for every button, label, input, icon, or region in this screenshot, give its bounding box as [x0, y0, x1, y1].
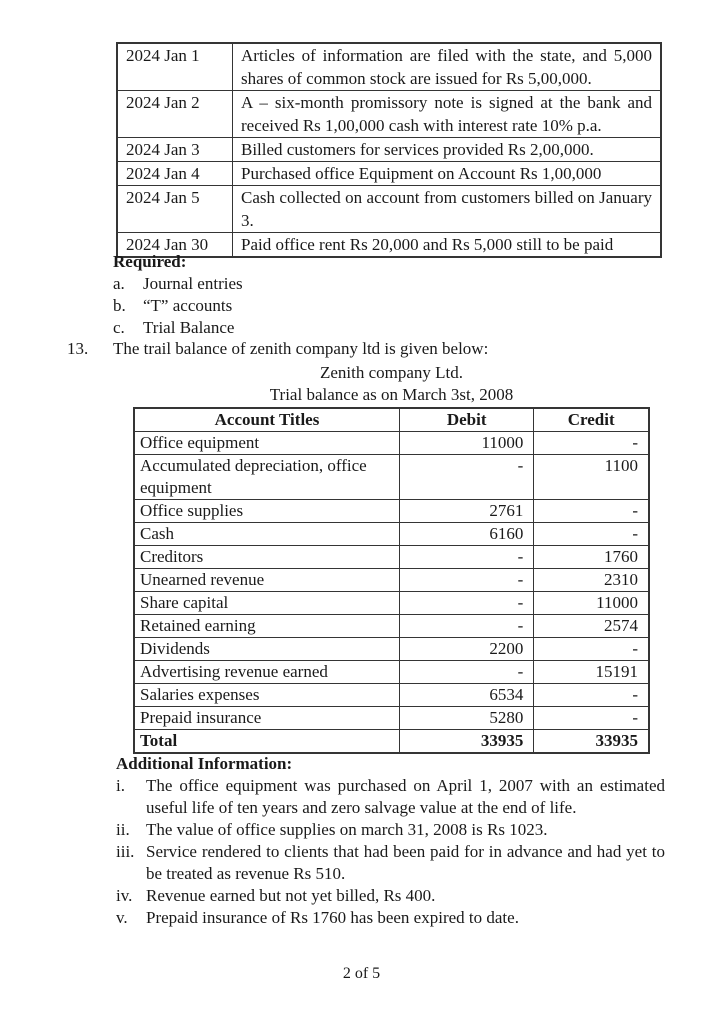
table-row: [117, 138, 661, 162]
company-title: Zenith company Ltd.: [319, 363, 464, 382]
debit-value: -: [399, 592, 533, 615]
transaction-description: Paid office rent Rs 20,000 and Rs 5,000 still to be paid: [233, 233, 662, 258]
transaction-description: Purchased office Equipment on Account Rs 1,00,000: [233, 162, 662, 186]
account-title: Creditors: [134, 546, 399, 569]
list-item: [116, 885, 665, 907]
debit-value: -: [399, 615, 533, 638]
list-marker: a.: [113, 274, 125, 293]
table-row: [134, 432, 649, 455]
question-text: The trail balance of zenith company ltd is given below:: [113, 339, 489, 358]
transaction-date: 2024 Jan 2: [117, 91, 233, 138]
account-title: Salaries expenses: [134, 684, 399, 707]
transaction-date: 2024 Jan 1: [117, 43, 233, 91]
transaction-description: Cash collected on account from customers billed on January 3.: [233, 186, 662, 233]
table-row: [117, 43, 661, 91]
question-13: [67, 338, 667, 360]
list-item-text: Service rendered to clients that had been paid for in advance and had yet to be treated as revenue Rs 510.: [146, 842, 665, 883]
list-item-text: The value of office supplies on march 31, 2008 is Rs 1023.: [146, 820, 548, 839]
account-title: Advertising revenue earned: [134, 661, 399, 684]
table-total-row: [134, 730, 649, 754]
credit-value: -: [534, 432, 649, 455]
debit-value: 5280: [399, 707, 533, 730]
table-row: [134, 592, 649, 615]
total-label: Total: [134, 730, 399, 754]
credit-value: -: [534, 523, 649, 546]
debit-value: 2761: [399, 500, 533, 523]
trial-balance-section: [133, 362, 650, 754]
table-row: [134, 546, 649, 569]
total-debit-value: 33935: [399, 730, 533, 754]
credit-value: 1760: [534, 546, 649, 569]
credit-value: -: [534, 500, 649, 523]
debit-value: -: [399, 455, 533, 500]
total-credit-value: 33935: [534, 730, 649, 754]
list-item: [116, 775, 665, 819]
debit-value: 11000: [399, 432, 533, 455]
additional-information-section: [116, 753, 665, 929]
account-title: Office equipment: [134, 432, 399, 455]
transaction-date: 2024 Jan 3: [117, 138, 233, 162]
list-item: [116, 841, 665, 885]
table-row: [134, 455, 649, 500]
list-marker: i.: [116, 776, 125, 795]
credit-value: 1100: [534, 455, 649, 500]
required-heading: Required:: [113, 252, 187, 271]
table-row: [134, 615, 649, 638]
column-header-debit: Debit: [399, 408, 533, 432]
list-item-text: “T” accounts: [143, 296, 233, 315]
list-item-text: Prepaid insurance of Rs 1760 has been expired to date.: [146, 908, 519, 927]
table-row: [134, 638, 649, 661]
account-title: Dividends: [134, 638, 399, 661]
debit-value: -: [399, 546, 533, 569]
list-item: [113, 273, 243, 295]
account-title: Prepaid insurance: [134, 707, 399, 730]
table-row: [117, 186, 661, 233]
debit-value: 6534: [399, 684, 533, 707]
table-row: [117, 162, 661, 186]
column-header-account: Account Titles: [134, 408, 399, 432]
account-title: Cash: [134, 523, 399, 546]
required-section: [113, 251, 243, 339]
page-number: 2 of 5: [342, 965, 381, 982]
credit-value: -: [534, 638, 649, 661]
transaction-description: A – six-month promissory note is signed at the bank and received Rs 1,00,000 cash with interest rate 10% p.a.: [233, 91, 662, 138]
journal-transactions-table: [116, 42, 662, 258]
account-title: Accumulated depreciation, office equipment: [134, 455, 399, 500]
debit-value: 2200: [399, 638, 533, 661]
list-item: [116, 907, 665, 929]
table-row: [117, 91, 661, 138]
list-marker: iv.: [116, 886, 133, 905]
account-title: Share capital: [134, 592, 399, 615]
table-row: [134, 684, 649, 707]
table-row: [134, 523, 649, 546]
list-item: [113, 295, 243, 317]
credit-value: 2310: [534, 569, 649, 592]
question-number: 13.: [67, 339, 89, 358]
transaction-date: 2024 Jan 30: [117, 233, 233, 258]
list-marker: ii.: [116, 820, 130, 839]
table-row: [134, 661, 649, 684]
debit-value: -: [399, 569, 533, 592]
table-row: [134, 500, 649, 523]
credit-value: 2574: [534, 615, 649, 638]
debit-value: -: [399, 661, 533, 684]
list-marker: b.: [113, 296, 126, 315]
trial-balance-subtitle: Trial balance as on March 3st, 2008: [269, 385, 514, 404]
list-item-text: Revenue earned but not yet billed, Rs 400.: [146, 886, 436, 905]
credit-value: 15191: [534, 661, 649, 684]
transaction-date: 2024 Jan 5: [117, 186, 233, 233]
list-item: [113, 317, 243, 339]
table-header-row: [134, 408, 649, 432]
transaction-description: Articles of information are filed with the state, and 5,000 shares of common stock are issued for Rs 5,00,000.: [233, 43, 662, 91]
transaction-description: Billed customers for services provided Rs 2,00,000.: [233, 138, 662, 162]
list-item-text: Trial Balance: [143, 318, 235, 337]
debit-value: 6160: [399, 523, 533, 546]
additional-information-heading: Additional Information:: [116, 754, 293, 773]
table-row: [134, 707, 649, 730]
list-marker: v.: [116, 908, 128, 927]
list-item-text: Journal entries: [143, 274, 243, 293]
account-title: Unearned revenue: [134, 569, 399, 592]
list-item-text: The office equipment was purchased on April 1, 2007 with an estimated useful life of ten years and zero salvage value at the end of life.: [146, 776, 665, 817]
credit-value: 11000: [534, 592, 649, 615]
account-title: Office supplies: [134, 500, 399, 523]
trial-balance-table: [133, 407, 650, 754]
list-marker: c.: [113, 318, 125, 337]
credit-value: -: [534, 707, 649, 730]
list-marker: iii.: [116, 842, 135, 861]
column-header-credit: Credit: [534, 408, 649, 432]
list-item: [116, 819, 665, 841]
table-row: [134, 569, 649, 592]
account-title: Retained earning: [134, 615, 399, 638]
credit-value: -: [534, 684, 649, 707]
transaction-date: 2024 Jan 4: [117, 162, 233, 186]
